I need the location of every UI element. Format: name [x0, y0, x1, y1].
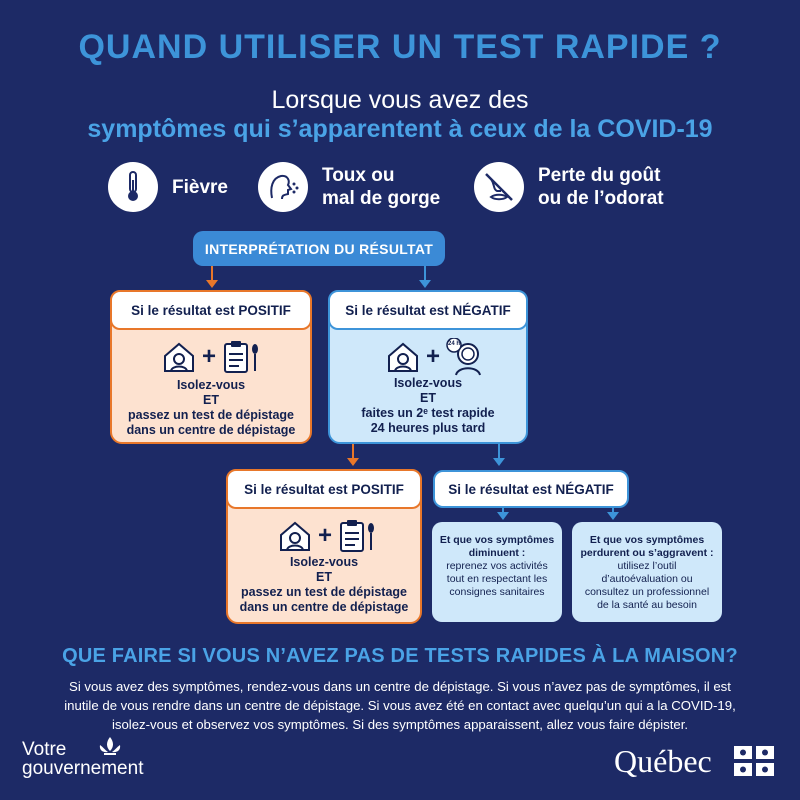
- plus-icon: +: [202, 343, 217, 370]
- icon-group: [386, 338, 486, 376]
- section-title: QUE FAIRE SI VOUS N’AVEZ PAS DE TESTS RAPIDES À LA MAISON?: [62, 645, 738, 667]
- fleur-de-lis-icon: [96, 736, 124, 760]
- clipboard-test-icon: [338, 519, 378, 553]
- symptom-label: Perte du goût ou de l’odorat: [538, 165, 664, 209]
- home-isolation-icon: [162, 340, 196, 374]
- symptoms-diminish-box: Et que vos symptômes diminuent : reprenez vos activités tout en respectant les consignes sanitaires: [432, 522, 562, 622]
- home-isolation-icon: [278, 519, 312, 553]
- clipboard-test-icon: [222, 340, 262, 374]
- subtitle-line-1: Lorsque vous avez des: [271, 86, 529, 114]
- first-negative-instructions: Isolez-vous ET faites un 2ᵉ test rapide 24 heures plus tard: [361, 376, 495, 435]
- page-title: QUAND UTILISER UN TEST RAPIDE ?: [78, 28, 722, 66]
- quebec-flag-icon: [734, 746, 774, 776]
- symptom-label: Fièvre: [172, 176, 228, 198]
- section-paragraph: Si vous avez des symptômes, rendez-vous dans un centre de dépistage. Si vous n’avez pas de symptômes, il est inutile de vous rendre dans un centre de dépistage. Si vous avez été en contact avec quelqu’un qui a la COVID-19, isolez-vous et observez vos symptômes. Si des symptômes apparaissent, allez vous faire dépister.: [64, 679, 736, 732]
- home-isolation-icon: [386, 340, 420, 374]
- second-negative-label: Si le résultat est NÉGATIF: [433, 470, 629, 508]
- first-negative-label: Si le résultat est NÉGATIF: [328, 290, 528, 330]
- symptom-label: Toux ou mal de gorge: [322, 165, 441, 209]
- first-positive-instructions: Isolez-vous ET passez un test de dépistage dans un centre de dépistage: [126, 378, 296, 437]
- subtitle-line-2: symptômes qui s’apparentent à ceux de la COVID-19: [87, 115, 713, 143]
- quebec-wordmark: Québec: [614, 743, 712, 779]
- icon-group: [278, 519, 378, 553]
- first-positive-card: [110, 290, 312, 444]
- second-positive-card: [226, 469, 422, 624]
- symptoms-persist-box: Et que vos symptômes perdurent ou s’aggravent : utilisez l’outil d’autoévaluation ou consultez un professionnel de la santé au besoin: [572, 522, 722, 622]
- plus-icon: +: [426, 343, 441, 370]
- clock-badge: 24 h: [448, 341, 461, 347]
- first-negative-card: [328, 290, 528, 444]
- interpretation-label: INTERPRÉTATION DU RÉSULTAT: [193, 231, 445, 266]
- second-positive-instructions: Isolez-vous ET passez un test de dépistage dans un centre de dépistage: [239, 555, 409, 614]
- first-positive-label: Si le résultat est POSITIF: [110, 290, 312, 330]
- icon-group: [162, 340, 262, 374]
- second-positive-label: Si le résultat est POSITIF: [226, 469, 422, 509]
- person-clock-icon: [446, 338, 486, 376]
- plus-icon: +: [318, 522, 333, 549]
- government-logo: Votre gouvernement: [22, 739, 144, 779]
